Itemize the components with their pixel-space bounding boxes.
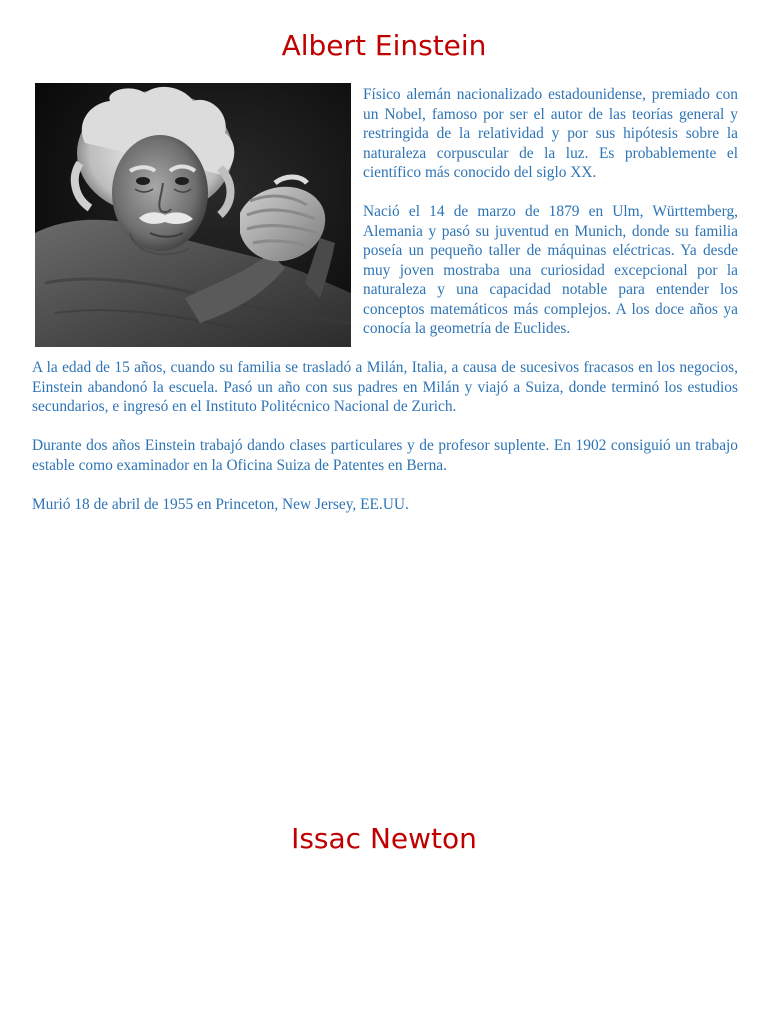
einstein-heading: Albert Einstein <box>281 29 487 62</box>
einstein-paragraph-youth: Nació el 14 de marzo de 1879 en Ulm, Württemberg, Alemania y pasó su juventud en Munich, donde su familia poseía un pequeño taller de máquinas eléctricas. Ya desde muy joven mostraba una curiosidad excepcional por la naturaleza y una capacidad notable para entender los conceptos matemáticos más complejos. A los doce años ya conocía la geometría de Euclides. <box>363 203 738 337</box>
einstein-portrait-image <box>35 83 351 347</box>
einstein-paragraph-intro: Físico alemán nacionalizado estadounidense, premiado con un Nobel, famoso por ser el autor de las teorías general y restringida de la relatividad y por sus hipótesis sobre la naturaleza corpuscular de la luz. Es probablemente el científico más conocido del siglo XX. <box>363 86 738 181</box>
einstein-paragraph-career: Durante dos años Einstein trabajó dando clases particulares y de profesor suplente. En 1902 consiguió un trabajo estable como examinador en la Oficina Suiza de Patentes en Berna. <box>32 437 738 474</box>
einstein-biography <box>32 85 738 514</box>
einstein-paragraph-studies: A la edad de 15 años, cuando su familia se trasladó a Milán, Italia, a causa de sucesivos fracasos en los negocios, Einstein abandonó la escuela. Pasó un año con sus padres en Milán y viajó a Suiza, donde terminó los estudios secundarios, e ingresó en el Instituto Politécnico Nacional de Zurich. <box>32 359 738 415</box>
newton-heading: Issac Newton <box>291 822 477 855</box>
einstein-paragraph-death: Murió 18 de abril de 1955 en Princeton, New Jersey, EE.UU. <box>32 495 409 513</box>
